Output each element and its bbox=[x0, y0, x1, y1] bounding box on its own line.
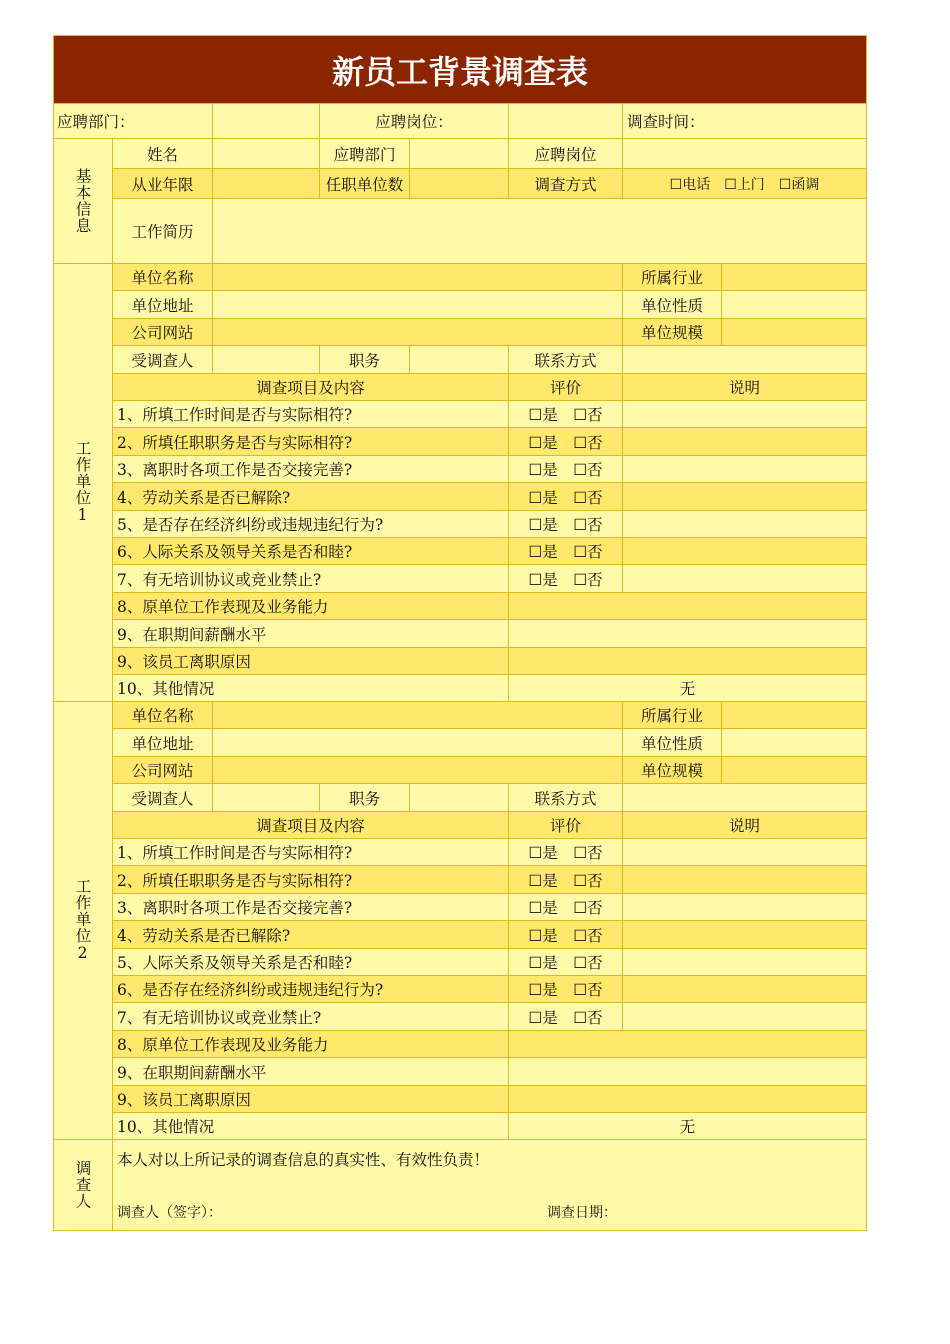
unit1-check-item: 2、所填任职职务是否与实际相符? bbox=[113, 428, 509, 456]
unit2-extra-item: 8、原单位工作表现及业务能力 bbox=[113, 1031, 509, 1058]
unit1-extra-item: 8、原单位工作表现及业务能力 bbox=[113, 593, 509, 620]
unit1-check-item: 5、是否存在经济纠纷或违规违纪行为? bbox=[113, 511, 509, 538]
unit2-industry-label: 所属行业 bbox=[623, 702, 722, 729]
unit2-check-item: 4、劳动关系是否已解除? bbox=[113, 921, 509, 949]
unit1-yes-no-checkbox[interactable]: ☐是 ☐否 bbox=[509, 565, 623, 593]
unit2-yes-no-checkbox[interactable]: ☐是 ☐否 bbox=[509, 921, 623, 949]
unit2-col-note-header: 说明 bbox=[623, 812, 867, 839]
unit1-check-note[interactable] bbox=[623, 483, 867, 511]
unit2-duty-value[interactable] bbox=[410, 784, 509, 812]
unit1-contact-label: 联系方式 bbox=[509, 346, 623, 374]
unit2-check-item: 5、人际关系及领导关系是否和睦? bbox=[113, 949, 509, 976]
survey-time-label: 调查时间： bbox=[623, 104, 867, 139]
position-value[interactable] bbox=[623, 139, 867, 169]
applied-position-value[interactable] bbox=[509, 104, 623, 139]
unit2-website-label: 公司网站 bbox=[113, 757, 213, 784]
unit2-check-note[interactable] bbox=[623, 839, 867, 866]
unit1-yes-no-checkbox[interactable]: ☐是 ☐否 bbox=[509, 401, 623, 428]
applied-position-label: 应聘岗位： bbox=[320, 104, 509, 139]
unit1-scale-value[interactable] bbox=[722, 319, 867, 346]
unit1-company-name-label: 单位名称 bbox=[113, 264, 213, 291]
unit1-extra-item: 10、其他情况 bbox=[113, 675, 509, 702]
unit2-extra-value[interactable]: 无 bbox=[509, 1113, 867, 1140]
unit2-scale-value[interactable] bbox=[722, 757, 867, 784]
unit2-address-value[interactable] bbox=[213, 729, 623, 757]
unit2-yes-no-checkbox[interactable]: ☐是 ☐否 bbox=[509, 949, 623, 976]
unit2-check-item: 6、是否存在经济纠纷或违规违纪行为? bbox=[113, 976, 509, 1003]
resume-value[interactable] bbox=[213, 199, 867, 264]
unit1-yes-no-checkbox[interactable]: ☐是 ☐否 bbox=[509, 511, 623, 538]
unit1-nature-value[interactable] bbox=[722, 291, 867, 319]
unit1-contact-value[interactable] bbox=[623, 346, 867, 374]
unit1-col-eval-header: 评价 bbox=[509, 374, 623, 401]
unit2-contact-label: 联系方式 bbox=[509, 784, 623, 812]
unit1-address-value[interactable] bbox=[213, 291, 623, 319]
unit1-company-name-value[interactable] bbox=[213, 264, 623, 291]
unit1-col-note-header: 说明 bbox=[623, 374, 867, 401]
unit2-check-item: 1、所填工作时间是否与实际相符? bbox=[113, 839, 509, 866]
unit1-industry-value[interactable] bbox=[722, 264, 867, 291]
unit1-check-note[interactable] bbox=[623, 511, 867, 538]
unit1-check-item: 1、所填工作时间是否与实际相符? bbox=[113, 401, 509, 428]
unit1-yes-no-checkbox[interactable]: ☐是 ☐否 bbox=[509, 428, 623, 456]
unit2-check-item: 3、离职时各项工作是否交接完善? bbox=[113, 894, 509, 921]
unit2-check-note[interactable] bbox=[623, 949, 867, 976]
unit2-nature-value[interactable] bbox=[722, 729, 867, 757]
unit2-yes-no-checkbox[interactable]: ☐是 ☐否 bbox=[509, 866, 623, 894]
unit2-company-name-label: 单位名称 bbox=[113, 702, 213, 729]
background-check-form bbox=[53, 35, 867, 1231]
unit2-interviewee-label: 受调查人 bbox=[113, 784, 213, 812]
unit1-check-item: 4、劳动关系是否已解除? bbox=[113, 483, 509, 511]
unit1-check-item: 7、有无培训协议或竞业禁止? bbox=[113, 565, 509, 593]
employers-label: 任职单位数 bbox=[320, 169, 410, 199]
investigator-section-label: 调查人 bbox=[53, 1140, 113, 1231]
unit2-section-label: 工作单位2 bbox=[53, 702, 113, 1140]
method-label: 调查方式 bbox=[509, 169, 623, 199]
unit2-check-note[interactable] bbox=[623, 866, 867, 894]
unit1-extra-item: 9、在职期间薪酬水平 bbox=[113, 620, 509, 648]
unit1-check-note[interactable] bbox=[623, 428, 867, 456]
unit2-yes-no-checkbox[interactable]: ☐是 ☐否 bbox=[509, 839, 623, 866]
employers-value[interactable] bbox=[410, 169, 509, 199]
unit1-scale-label: 单位规模 bbox=[623, 319, 722, 346]
unit1-check-note[interactable] bbox=[623, 456, 867, 483]
dept-label: 应聘部门 bbox=[320, 139, 410, 169]
unit1-interviewee-value[interactable] bbox=[213, 346, 320, 374]
unit1-industry-label: 所属行业 bbox=[623, 264, 722, 291]
unit2-check-item: 7、有无培训协议或竞业禁止? bbox=[113, 1003, 509, 1031]
unit2-extra-item: 10、其他情况 bbox=[113, 1113, 509, 1140]
unit1-check-item: 3、离职时各项工作是否交接完善? bbox=[113, 456, 509, 483]
unit2-duty-label: 职务 bbox=[320, 784, 410, 812]
unit2-industry-value[interactable] bbox=[722, 702, 867, 729]
unit1-check-note[interactable] bbox=[623, 401, 867, 428]
unit1-yes-no-checkbox[interactable]: ☐是 ☐否 bbox=[509, 483, 623, 511]
unit1-duty-value[interactable] bbox=[410, 346, 509, 374]
unit1-section-label: 工作单位1 bbox=[53, 264, 113, 702]
unit1-col-items-header: 调查项目及内容 bbox=[113, 374, 509, 401]
unit1-address-label: 单位地址 bbox=[113, 291, 213, 319]
basic-info-section-label: 基本信息 bbox=[53, 139, 113, 264]
unit2-extra-item: 9、在职期间薪酬水平 bbox=[113, 1058, 509, 1086]
unit2-company-name-value[interactable] bbox=[213, 702, 623, 729]
unit2-extra-value[interactable] bbox=[509, 1086, 867, 1113]
dept-value[interactable] bbox=[410, 139, 509, 169]
unit1-nature-label: 单位性质 bbox=[623, 291, 722, 319]
resume-label: 工作简历 bbox=[113, 199, 213, 264]
unit1-interviewee-label: 受调查人 bbox=[113, 346, 213, 374]
name-label: 姓名 bbox=[113, 139, 213, 169]
signature-label: 调查人（签字）： bbox=[117, 1205, 222, 1221]
unit1-check-item: 6、人际关系及领导关系是否和睦? bbox=[113, 538, 509, 565]
years-label: 从业年限 bbox=[113, 169, 213, 199]
unit1-yes-no-checkbox[interactable]: ☐是 ☐否 bbox=[509, 456, 623, 483]
unit1-website-value[interactable] bbox=[213, 319, 623, 346]
unit2-check-note[interactable] bbox=[623, 921, 867, 949]
position-label: 应聘岗位 bbox=[509, 139, 623, 169]
unit1-yes-no-checkbox[interactable]: ☐是 ☐否 bbox=[509, 538, 623, 565]
unit2-nature-label: 单位性质 bbox=[623, 729, 722, 757]
unit2-check-note[interactable] bbox=[623, 894, 867, 921]
unit2-col-eval-header: 评价 bbox=[509, 812, 623, 839]
applied-dept-value[interactable] bbox=[213, 104, 320, 139]
unit1-website-label: 公司网站 bbox=[113, 319, 213, 346]
unit1-extra-value[interactable]: 无 bbox=[509, 675, 867, 702]
unit2-check-item: 2、所填任职职务是否与实际相符? bbox=[113, 866, 509, 894]
unit2-interviewee-value[interactable] bbox=[213, 784, 320, 812]
unit1-duty-label: 职务 bbox=[320, 346, 410, 374]
unit2-col-items-header: 调查项目及内容 bbox=[113, 812, 509, 839]
unit2-website-value[interactable] bbox=[213, 757, 623, 784]
name-value[interactable] bbox=[213, 139, 320, 169]
unit2-contact-value[interactable] bbox=[623, 784, 867, 812]
method-options[interactable]: ☐电话 ☐上门 ☐函调 bbox=[623, 169, 867, 199]
unit1-extra-value[interactable] bbox=[509, 648, 867, 675]
unit2-extra-value[interactable] bbox=[509, 1031, 867, 1058]
unit2-extra-value[interactable] bbox=[509, 1058, 867, 1086]
applied-dept-label: 应聘部门： bbox=[53, 104, 213, 139]
unit1-extra-value[interactable] bbox=[509, 620, 867, 648]
unit1-check-note[interactable] bbox=[623, 538, 867, 565]
investigator-statement: 本人对以上所记录的调查信息的真实性、有效性负责！ bbox=[117, 1151, 490, 1169]
investigation-date-label: 调查日期： bbox=[547, 1205, 617, 1221]
unit2-yes-no-checkbox[interactable]: ☐是 ☐否 bbox=[509, 894, 623, 921]
form-title: 新员工背景调查表 bbox=[53, 35, 867, 104]
investigator-block bbox=[113, 1140, 867, 1231]
years-value[interactable] bbox=[213, 169, 320, 199]
unit2-check-note[interactable] bbox=[623, 1003, 867, 1031]
unit2-yes-no-checkbox[interactable]: ☐是 ☐否 bbox=[509, 1003, 623, 1031]
unit1-extra-value[interactable] bbox=[509, 593, 867, 620]
unit1-extra-item: 9、该员工离职原因 bbox=[113, 648, 509, 675]
unit2-yes-no-checkbox[interactable]: ☐是 ☐否 bbox=[509, 976, 623, 1003]
unit2-check-note[interactable] bbox=[623, 976, 867, 1003]
unit2-scale-label: 单位规模 bbox=[623, 757, 722, 784]
unit2-extra-item: 9、该员工离职原因 bbox=[113, 1086, 509, 1113]
unit2-address-label: 单位地址 bbox=[113, 729, 213, 757]
unit1-check-note[interactable] bbox=[623, 565, 867, 593]
